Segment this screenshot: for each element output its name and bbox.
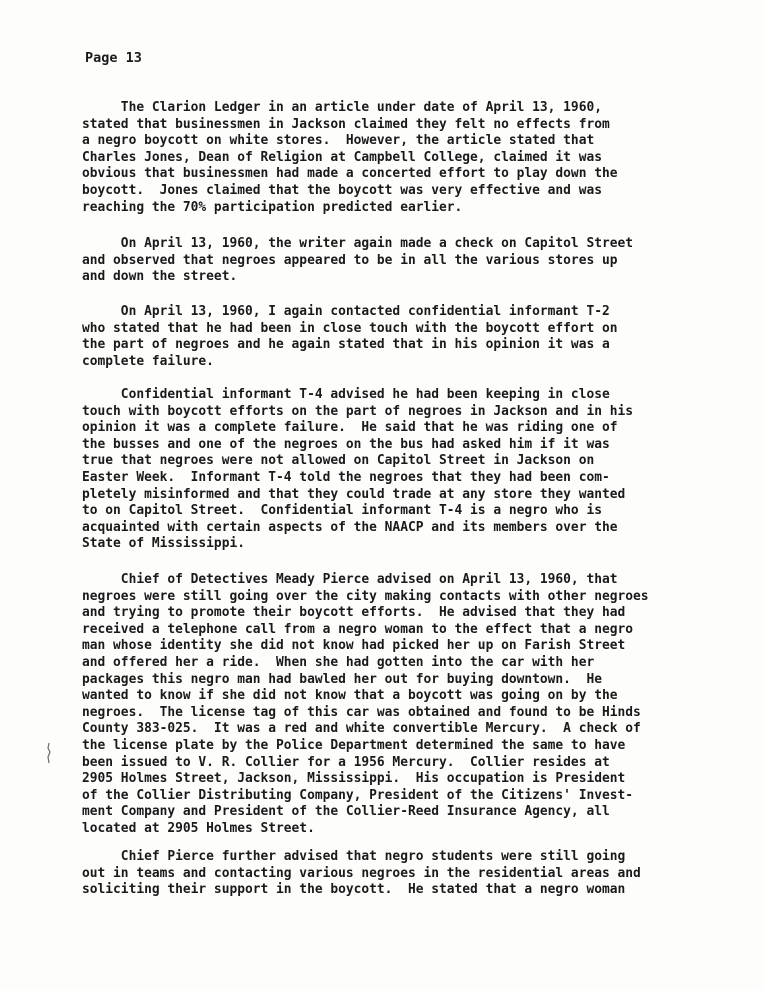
text-line: State of Mississippi. [82,536,245,552]
text-line: The Clarion Ledger in an article under date of April 13, 1960, [82,100,602,115]
text-line: and offered her a ride. When she had gotten into the car with her [82,654,595,670]
text-line: negroes were still going over the city making contacts with other negroes [82,588,649,604]
text-line: and observed that negroes appeared to be in all the various stores up [82,252,618,268]
text-line: boycott. Jones claimed that the boycott was very effective and was [82,182,602,198]
text-line: reaching the 70% participation predicted earlier. [82,199,463,215]
text-line: Chief of Detectives Meady Pierce advised on April 13, 1960, that [82,572,618,587]
text-line: true that negroes were not allowed on Capitol Street in Jackson on [82,453,595,469]
text-line: 2905 Holmes Street, Jackson, Mississippi. His occupation is President [82,771,626,787]
text-line: who stated that he had been in close touch with the boycott effort on [82,320,618,336]
text-line: out in teams and contacting various negroes in the residential areas and [82,865,641,881]
text-line: man whose identity she did not know had picked her up on Farish Street [82,638,626,654]
text-line: On April 13, 1960, I again contacted confidential informant T-2 [82,304,610,319]
margin-pencil-mark [46,742,52,764]
text-line: Charles Jones, Dean of Religion at Campbell College, claimed it was [82,149,602,165]
paragraph-chief-of-detectives [82,572,649,838]
text-line: On April 13, 1960, the writer again made a check on Capitol Street [82,236,634,251]
paragraph-clarion-ledger [82,100,618,216]
text-line: acquainted with certain aspects of the NAACP and its members over the [82,519,618,535]
text-line: opinion it was a complete failure. He said that he was riding one of [82,420,618,436]
text-line: Easter Week. Informant T-4 told the negroes that they had been com- [82,469,610,485]
text-line: pletely misinformed and that they could trade at any store they wanted [82,486,626,502]
text-line: wanted to know if she did not know that a boycott was going on by the [82,688,618,704]
text-line: stated that businessmen in Jackson claimed they felt no effects from [82,116,610,132]
text-line: the license plate by the Police Department determined the same to have [82,737,626,753]
text-line: soliciting their support in the boycott. He stated that a negro woman [82,882,626,898]
text-line: the part of negroes and he again stated that in his opinion it was a [82,337,610,353]
text-line: of the Collier Distributing Company, President of the Citizens' Invest- [82,787,634,803]
text-line: received a telephone call from a negro woman to the effect that a negro [82,621,634,637]
text-line: Chief Pierce further advised that negro students were still going [82,849,626,864]
text-line: the busses and one of the negroes on the bus had asked him if it was [82,436,610,452]
text-line: complete failure. [82,353,214,369]
text-line: been issued to V. R. Collier for a 1956 Mercury. Collier resides at [82,754,610,770]
page-number: Page 13 [85,50,142,66]
text-line: packages this negro man had bawled her out for buying downtown. He [82,671,602,687]
text-line: located at 2905 Holmes Street. [82,820,315,836]
paragraph-informant-t4 [82,387,633,553]
text-line: and down the street. [82,269,238,285]
text-line: obvious that businessmen had made a concerted effort to play down the [82,166,618,182]
text-line: touch with boycott efforts on the part of negroes in Jackson and in his [82,403,634,419]
text-line: a negro boycott on white stores. However, the article stated that [82,133,595,149]
text-line: to on Capitol Street. Confidential informant T-4 is a negro who is [82,503,602,519]
paragraph-chief-pierce-further [82,849,641,899]
text-line: County 383-025. It was a red and white convertible Mercury. A check of [82,721,641,737]
text-line: negroes. The license tag of this car was obtained and found to be Hinds [82,704,641,720]
text-line: ment Company and President of the Collier-Reed Insurance Agency, all [82,804,610,820]
paragraph-capitol-street-check [82,236,633,286]
text-line: Confidential informant T-4 advised he had been keeping in close [82,387,610,402]
paragraph-informant-t2 [82,304,618,370]
text-line: and trying to promote their boycott efforts. He advised that they had [82,605,626,621]
